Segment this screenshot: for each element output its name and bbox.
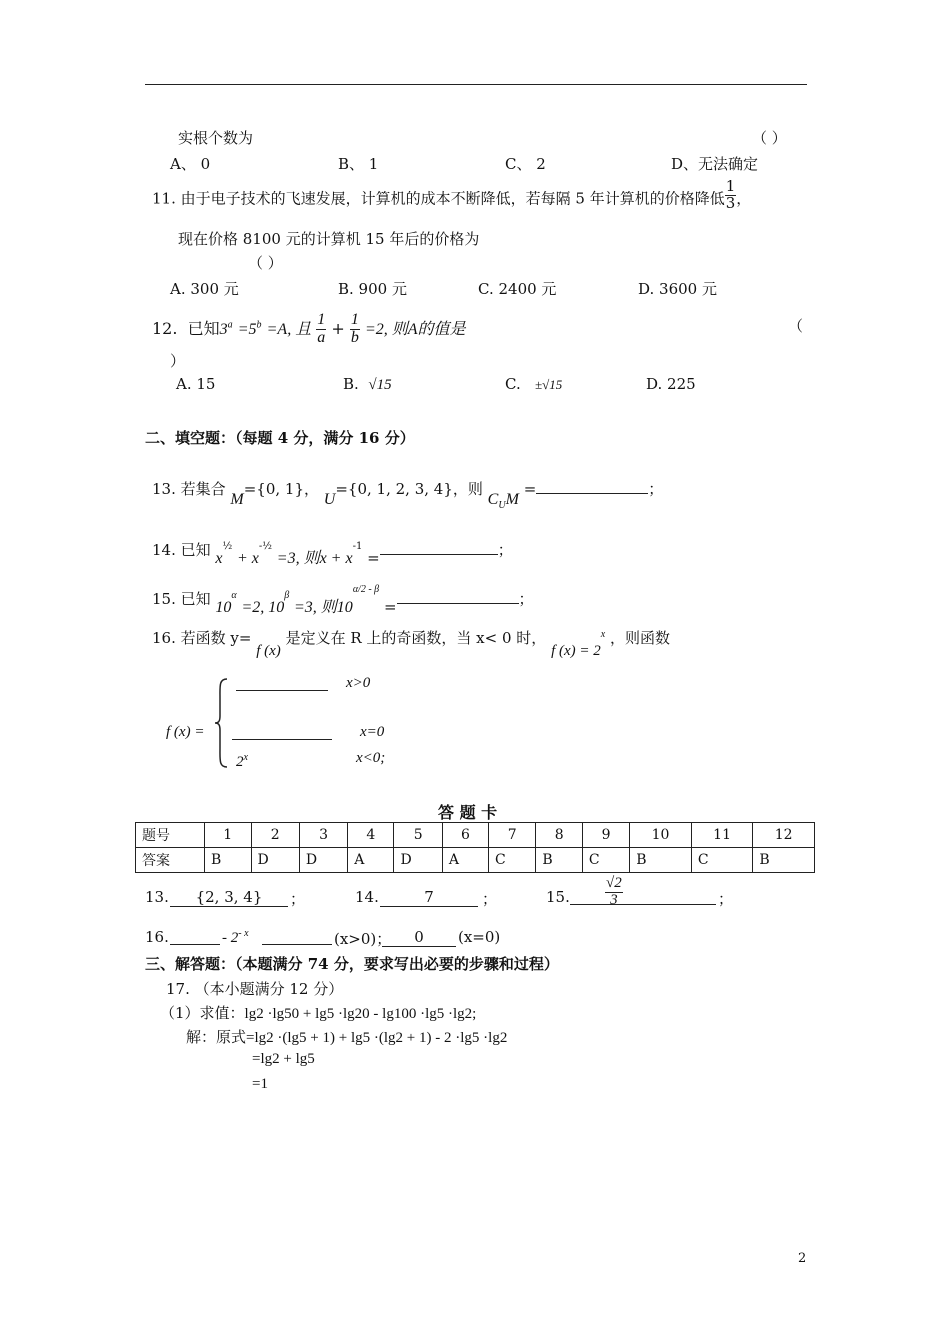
q15: 15. 已知 $10^\alpha =2$, $10^\beta =3$, 则$10^{\alpha/2 - \beta}$ = ；: [152, 584, 534, 616]
q11-option-d: D. 3600 元: [638, 280, 717, 298]
q12-option-a: A. 15: [176, 375, 216, 393]
a15-fraction: $\frac{√2}{3}$: [606, 875, 622, 908]
q14: 14. 已知 $x^{\frac{1}{2}} + x^{-\frac{1}{2}} =3$, 则$x + x^{-1}$ = ；: [152, 541, 513, 567]
a13-sep: ；: [290, 890, 306, 908]
q13-blank[interactable]: [536, 493, 648, 494]
a16-blank-1: [262, 944, 332, 945]
number-cell: 3: [299, 823, 347, 848]
number-cell: 2: [251, 823, 299, 848]
answer-cell[interactable]: C: [489, 848, 536, 873]
answer-cell[interactable]: B: [630, 848, 692, 873]
a14-answer[interactable]: 7: [380, 888, 478, 907]
q12-paren-close: ）: [170, 352, 186, 370]
a16-blank-prefix: [170, 944, 220, 945]
answer-cell[interactable]: C: [582, 848, 629, 873]
answer-card-answer-row: [136, 848, 815, 873]
q16-case1-cond: x>0: [346, 675, 371, 691]
q17-part1: （1）求值：lg2 ·lg50 + lg5 ·lg20 - lg100 ·lg5 ·lg2;: [160, 1004, 477, 1022]
q12-frac-b: $\frac{1}{b}$: [350, 311, 359, 346]
q10-option-a: A、 0: [170, 155, 211, 173]
answer-cell[interactable]: C: [691, 848, 753, 873]
q14-blank[interactable]: [380, 554, 498, 555]
q17-solution-line3: =1: [252, 1076, 268, 1092]
number-cell: 12: [753, 823, 815, 848]
answer-cell[interactable]: D: [251, 848, 299, 873]
a15-label: 15.: [546, 888, 570, 906]
q10-option-d: D、无法确定: [671, 155, 759, 173]
q10-paren: （ ）: [752, 129, 787, 147]
answer-label-cell: 答案: [136, 848, 205, 873]
a15-blank[interactable]: [570, 904, 716, 905]
q17-solution-line2: =lg2 + lg5: [252, 1051, 315, 1067]
a14-sep: ；: [482, 890, 498, 908]
q10-option-b: B、 1: [338, 155, 379, 173]
q16-blank-1[interactable]: [236, 690, 328, 691]
answer-cell[interactable]: B: [536, 848, 583, 873]
answer-card-title: 答 题 卡: [438, 803, 498, 822]
q16-lhs: f (x) =: [166, 724, 205, 740]
answer-card-header-row: [136, 823, 815, 848]
q12-option-b: B. √15: [343, 375, 392, 393]
number-cell: 7: [489, 823, 536, 848]
q11-fraction: $\frac{1}{3}$: [725, 177, 736, 212]
q16-case3-cond: x<0;: [356, 750, 386, 766]
a16-cond-2: (x=0): [458, 928, 501, 946]
q12-frac-a: $\frac{1}{a}$: [317, 311, 326, 346]
q16-blank-2[interactable]: [232, 739, 332, 740]
q17-solution-line1: 解：原式=lg2 ·(lg5 + 1) + lg5 ·(lg2 + 1) - 2 ·lg5 ·lg2: [186, 1028, 508, 1046]
answer-cell[interactable]: A: [442, 848, 488, 873]
q15-blank[interactable]: [397, 603, 519, 604]
q10-option-c: C、 2: [505, 155, 546, 173]
number-cell: 6: [442, 823, 488, 848]
number-cell: 8: [536, 823, 583, 848]
a13-answer[interactable]: {2, 3, 4}: [170, 888, 288, 907]
a13-label: 13.: [145, 888, 169, 906]
a16-cond-1: (x>0)；: [334, 930, 392, 948]
number-cell: 4: [348, 823, 394, 848]
section3-title: 三、解答题：（本题满分 74 分，要求写出必要的步骤和过程）: [145, 955, 559, 973]
header-label-cell: 题号: [136, 823, 205, 848]
a15-sep: ；: [718, 890, 734, 908]
a16-answer-1[interactable]: - $2^{- x}$: [222, 928, 249, 946]
q16-case2-cond: x=0: [360, 724, 385, 740]
a16-label: 16.: [145, 928, 169, 946]
number-cell: 9: [582, 823, 629, 848]
q12-paren-open: （: [788, 317, 804, 335]
header-rule: [145, 84, 807, 85]
answer-cell[interactable]: B: [753, 848, 815, 873]
q11-option-c: C. 2400 元: [478, 280, 557, 298]
q17-heading: 17. （本小题满分 12 分）: [166, 980, 344, 998]
q12-option-d: D. 225: [646, 375, 696, 393]
answer-cell[interactable]: A: [348, 848, 394, 873]
q16-case3-value: 2$^x$: [236, 752, 248, 770]
answer-card-table: [135, 822, 815, 873]
q16-brace: [214, 678, 228, 768]
number-cell: 11: [691, 823, 753, 848]
q11-option-b: B. 900 元: [338, 280, 407, 298]
q11-option-a: A. 300 元: [170, 280, 239, 298]
a16-answer-2[interactable]: 0: [382, 928, 456, 947]
q16-stem: 16. 若函数 y= f (x) 是定义在 R 上的奇函数，当 x< 0 时， f $(x) = 2^x$ ，则函数: [152, 629, 671, 659]
q10-stem: 实根个数为: [178, 129, 254, 147]
section2-title: 二、填空题：（每题 4 分，满分 16 分）: [145, 429, 415, 447]
answer-cell[interactable]: B: [205, 848, 252, 873]
answer-cell[interactable]: D: [394, 848, 442, 873]
q11-paren: （ ）: [248, 254, 283, 272]
number-cell: 1: [205, 823, 252, 848]
q11-stem: 11. 由于电子技术的飞速发展，计算机的成本不断降低，若每隔 5 年计算机的价格降低 $\frac{1}{3}$ ，: [152, 177, 752, 212]
page-number: 2: [798, 1251, 807, 1266]
q11-stem-line2: 现在价格 8100 元的计算机 15 年后的价格为: [178, 230, 480, 248]
number-cell: 10: [630, 823, 692, 848]
a14-label: 14.: [355, 888, 379, 906]
q12-stem: 12. 已知$3^a =5^b =A$, 且 $\frac{1}{a}$ + $\frac{1}{b}$ =2, 则A的值是: [152, 311, 466, 346]
answer-cell[interactable]: D: [299, 848, 347, 873]
q12-option-c: C. ±√15: [505, 375, 563, 393]
number-cell: 5: [394, 823, 442, 848]
q13: 13. 若集合 M={0, 1}， U={0, 1, 2, 3, 4}，则 $C_UM$ = ；: [152, 480, 664, 511]
